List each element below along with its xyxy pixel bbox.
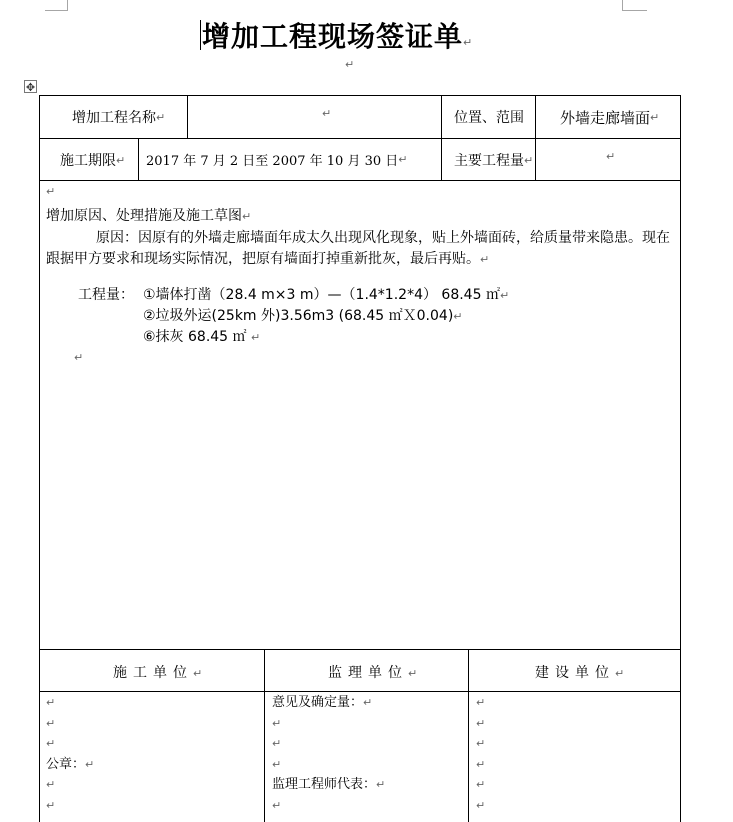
quantity-label: 主要工程量 (454, 153, 524, 169)
table-col-divider (187, 95, 188, 138)
paragraph-mark: ↵ (272, 798, 282, 812)
table-row-divider (39, 180, 681, 181)
table-border-top (39, 95, 681, 96)
project-name-label-cell (72, 107, 165, 127)
table-row-divider (39, 138, 681, 139)
paragraph-mark: ↵ (398, 153, 408, 166)
owner-header-text: 建设单位 (535, 665, 615, 681)
sign-line (476, 734, 485, 755)
supervisor-header-text: 监理单位 (328, 665, 408, 681)
paragraph-mark: ↵ (376, 778, 386, 792)
table-border-right (680, 95, 681, 822)
location-label-cell (454, 107, 524, 127)
paragraph-mark: ↵ (606, 150, 616, 163)
owner-sign-area[interactable] (476, 693, 485, 817)
sign-line (46, 693, 94, 714)
contractor-header (113, 662, 202, 682)
sign-line (46, 734, 94, 755)
works-label: 工程量： (78, 287, 134, 303)
sign-line (476, 775, 485, 796)
paragraph-mark: ↵ (476, 716, 486, 730)
table-col-divider (535, 95, 536, 180)
paragraph-mark: ↵ (74, 351, 84, 364)
paragraph-mark: ↵ (193, 667, 203, 680)
title-text: 增加工程现场签证单 (202, 20, 464, 53)
works-item-1[interactable] (143, 285, 509, 306)
paragraph-mark: ↵ (250, 331, 261, 344)
sign-line-text: 意见及确定量： (272, 695, 364, 710)
project-name-value-cell[interactable] (322, 107, 331, 120)
sign-line (476, 796, 485, 817)
paragraph-mark: ↵ (156, 110, 166, 124)
paragraph-mark: ↵ (650, 111, 660, 124)
paragraph-mark: ↵ (272, 716, 282, 730)
paragraph-mark: ↵ (46, 716, 56, 730)
table-row-divider (39, 691, 681, 692)
paragraph-mark: ↵ (46, 798, 56, 812)
sign-line (476, 693, 485, 714)
table-border-left (39, 95, 40, 822)
table-move-handle-icon[interactable]: ✥ (25, 81, 36, 94)
owner-header (535, 662, 624, 682)
sign-line (272, 714, 385, 735)
reason-paragraph (46, 228, 676, 270)
works-item-text: ①墙体打凿（28.4 m×3 m）—（1.4*1.2*4） 68.45 ㎡ (143, 287, 500, 303)
paragraph-mark: ↵ (476, 737, 486, 751)
table-row-divider (39, 649, 681, 650)
paragraph-mark: ↵ (272, 737, 282, 751)
sign-line (272, 775, 385, 796)
crop-mark-right (622, 0, 647, 11)
period-label-cell (60, 150, 125, 170)
location-label: 位置、范围 (454, 110, 524, 126)
sign-line (476, 755, 485, 776)
section-heading-text: 增加原因、处理措施及施工草图 (46, 208, 242, 224)
quantity-label-cell (454, 150, 533, 170)
quantity-value-cell[interactable] (606, 150, 615, 163)
contractor-sign-area[interactable] (46, 693, 94, 817)
document-title[interactable] (200, 15, 473, 55)
location-value-cell[interactable] (560, 107, 659, 128)
paragraph-mark: ↵ (85, 757, 95, 771)
location-value: 外墙走廊墙面 (560, 109, 651, 127)
sign-line (46, 755, 94, 776)
paragraph-mark: ↵ (46, 185, 56, 198)
paragraph-mark: ↵ (499, 289, 510, 302)
paragraph-mark: ↵ (453, 310, 463, 323)
sign-line (272, 796, 385, 817)
sign-line (46, 796, 94, 817)
table-col-divider (468, 649, 469, 822)
works-item-text: ②垃圾外运(25km 外)3.56m3 (68.45 ㎡Ｘ0.04) (143, 308, 454, 324)
paragraph-mark: ↵ (476, 757, 486, 771)
supervisor-header (328, 662, 417, 682)
paragraph-mark: ↵ (116, 153, 126, 167)
supervisor-sign-area[interactable] (272, 693, 385, 817)
period-value: 2017 年 7 月 2 日至 2007 年 10 月 30 日 (146, 154, 399, 169)
paragraph-mark: ↵ (46, 778, 56, 792)
paragraph-mark: ↵ (476, 696, 486, 709)
project-name-label: 增加工程名称 (72, 110, 156, 126)
sign-line (476, 714, 485, 735)
paragraph-mark: ↵ (615, 667, 625, 680)
paragraph-mark: ↵ (476, 778, 486, 792)
sign-line (46, 714, 94, 735)
sign-line (272, 755, 385, 776)
paragraph-mark: ↵ (480, 253, 490, 266)
table-col-divider (441, 95, 442, 180)
sign-line (46, 775, 94, 796)
paragraph-mark: ↵ (272, 757, 282, 771)
paragraph-mark: ↵ (242, 210, 252, 223)
sign-line-text: 公章： (46, 756, 86, 772)
table-col-divider (138, 138, 139, 180)
paragraph-mark: ↵ (476, 798, 486, 812)
paragraph-mark: ↵ (46, 696, 56, 709)
works-item-3[interactable] (143, 327, 260, 348)
reason-section[interactable] (46, 206, 676, 270)
paragraph-mark: ↵ (46, 737, 56, 751)
table-col-divider (264, 649, 265, 822)
paragraph-mark: ↵ (363, 696, 373, 709)
sign-line-text: 监理工程师代表： (272, 777, 377, 793)
text-cursor (200, 20, 201, 50)
paragraph-mark: ↵ (345, 58, 355, 71)
paragraph-mark: ↵ (524, 153, 534, 167)
works-item-2[interactable] (143, 306, 463, 327)
sign-line (272, 734, 385, 755)
paragraph-mark: ↵ (408, 667, 418, 680)
works-item-text: ⑥抹灰 68.45 ㎡ (143, 329, 251, 345)
contractor-header-text: 施工单位 (113, 665, 193, 681)
reason-text: 原因：因原有的外墙走廊墙面年成太久出现风化现象，贴上外墙面砖，给质量带来隐患。现在跟据甲方要求和现场实际情况，把原有墙面打掉重新批灰，最后再贴。 (46, 230, 670, 267)
crop-mark-left (45, 0, 68, 11)
period-label: 施工期限 (60, 153, 116, 169)
sign-line (272, 693, 385, 714)
paragraph-mark: ↵ (463, 36, 474, 49)
section-heading (46, 206, 676, 227)
paragraph-mark: ↵ (322, 107, 332, 120)
period-value-cell[interactable] (146, 150, 407, 169)
